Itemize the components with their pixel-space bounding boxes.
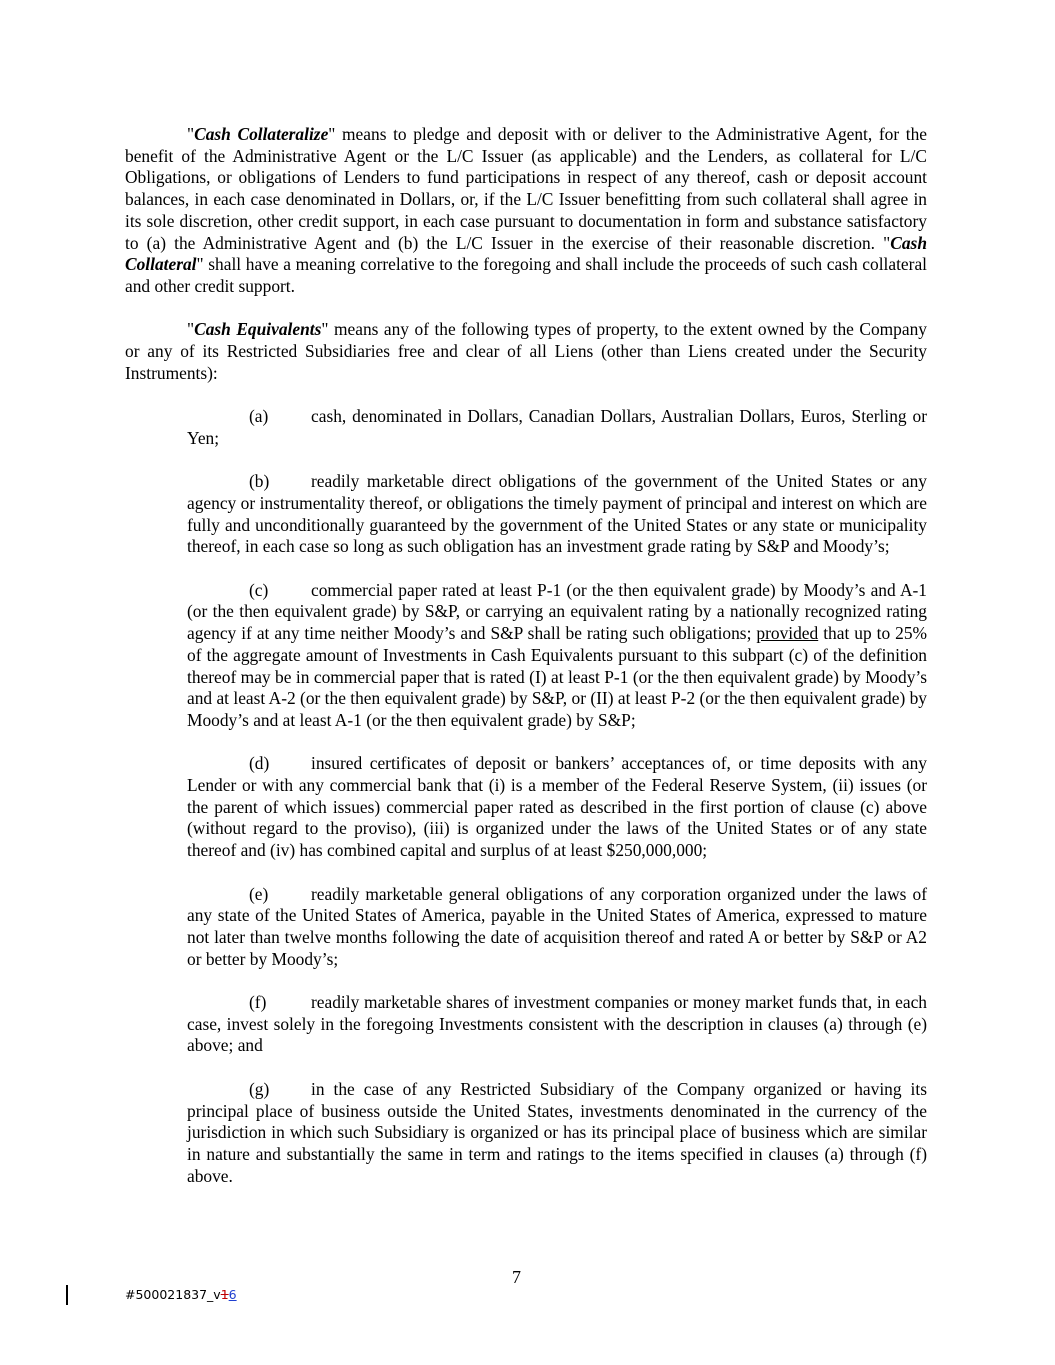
definition-text: shall have a meaning correlative to the foregoing and shall include the proceeds of such cash collateral and other credit support. [125, 254, 927, 296]
clause-text: that up to 25% of the aggregate amount of Investments in Cash Equivalents pursuant to this subpart (c) of the definition thereof may be in commercial paper that is rated (I) at least P-1 (or the then equivalent grade) by Moody’s and at least A-2 (or the then equivalent grade) by S&P, or (II) at least P-2 (or the then equivalent grade) by Moody’s and at least A-1 (or the then equivalent grade) by S&P; [187, 623, 927, 730]
definition-cash-equivalents: "Cash Equivalents" means any of the following types of property, to the extent owned by the Company or any of its Restricted Subsidiaries free and clear of all Liens (other than Liens created under the Security Instruments): [125, 319, 927, 383]
clause-label: (e) [249, 883, 269, 904]
clause-b [187, 471, 927, 558]
clause-a [187, 406, 927, 449]
clause-label: (c) [249, 579, 269, 600]
definition-text: means to pledge and deposit with or deliver to the Administrative Agent, for the benefit of the Administrative Agent or the L/C Issuer (as applicable) and the Lenders, as collateral for L/C Obligations, or obligations of Lenders to fund participations in respect of any thereof, cash or deposit account balances, in each case denominated in Dollars, or, if the L/C Issuer benefitting from such collateral shall agree in its sole discretion, other credit support, in each case pursuant to documentation in form and substance satisfactory to (a) the Administrative Agent and (b) the L/C Issuer in the exercise of their reasonable discretion. [125, 124, 928, 253]
clause-text: cash, denominated in Dollars, Canadian Dollars, Australian Dollars, Euros, Sterling or Yen; [187, 406, 927, 448]
defined-term: Cash Equivalents [194, 319, 322, 340]
clause-text: readily marketable general obligations of any corporation organized under the laws of any state of the United States of America, payable in the United States of America, expressed to mature not later than twelve months following the date of acquisition thereof and rated A or better by S&P or A2 or better by Moody’s; [187, 883, 927, 969]
clause-f [187, 992, 927, 1057]
defined-term: Cash Collateralize [194, 124, 329, 144]
document-body [125, 124, 927, 1209]
version-inserted: 6 [228, 1287, 237, 1302]
clause-label: (d) [249, 753, 270, 774]
clause-label: (f) [249, 992, 267, 1013]
clause-label: (b) [249, 471, 270, 492]
clause-d [187, 753, 927, 862]
clause-label: (g) [249, 1078, 270, 1099]
clause-text: readily marketable direct obligations of the government of the United States or any agency or instrumentality thereof, or obligations the timely payment of principal and interest on which are fully and unconditionally guaranteed by the government of the United States or any state or municipality thereof, in each case so long as such obligation has an investment grade rating by S&P and Moody’s; [187, 471, 927, 557]
page-number: 7 [512, 1267, 521, 1287]
clause-label: (a) [249, 406, 269, 427]
clause-g [187, 1079, 927, 1188]
version-deleted: 1 [220, 1287, 229, 1302]
clause-text: in the case of any Restricted Subsidiary of the Company organized or having its principal place of business outside the United States, investments denominated in the currency of the jurisdiction in which such Subsidiary is organized or has its principal place of business which are similar in nature and substantially the same in term and ratings to the items specified in clauses (a) through (f) above. [187, 1078, 927, 1186]
clause-text: insured certificates of deposit or bankers’ acceptances of, or time deposits with any Lender or with any commercial bank that (i) is a member of the Federal Reserve System, (ii) issues (or the parent of which issues) commercial paper rated as described in the first portion of clause (c) above (without regard to the proviso), (iii) is organized under the laws of the United States or of any state thereof and (iv) has combined capital and surplus of at least $250,000,000; [187, 753, 927, 861]
document-id-prefix: #500021837_v [125, 1287, 221, 1302]
definition-cash-collateralize: "Cash Collateralize" means to pledge and deposit with or deliver to the Administrative Agent, for the benefit of the Administrative Agent or the L/C Issuer (as applicable) and the Lenders, as collateral for L/C Obligations, or obligations of Lenders to fund participations in respect of any thereof, cash or deposit account balances, in each case denominated in Dollars, or, if the L/C Issuer benefitting from such collateral shall agree in its sole discretion, other credit support, in each case pursuant to documentation in form and substance satisfactory to (a) the Administrative Agent and (b) the L/C Issuer in the exercise of their reasonable discretion. "Cash Collateral" shall have a meaning correlative to the foregoing and shall include the proceeds of such cash collateral and other credit support. [125, 124, 928, 296]
clause-c [187, 580, 927, 732]
defined-term: Cash Collateral [125, 232, 927, 275]
clause-e [187, 884, 927, 971]
clause-text: readily marketable shares of investment companies or money market funds that, in each case, invest solely in the foregoing Investments consistent with the description in clauses (a) through (e) above; and [187, 992, 927, 1056]
revision-change-bar [66, 1285, 68, 1305]
clause-text: commercial paper rated at least P-1 (or the then equivalent grade) by Moody’s and A-1 (or the then equivalent grade) by S&P, or carrying an equivalent rating by a nationally recognized rating agency if at any time neither Moody’s and S&P shall be rating such obligations; [187, 579, 927, 644]
proviso-keyword: provided [756, 623, 819, 644]
definition-text: means any of the following types of property, to the extent owned by the Company or any of its Restricted Subsidiaries free and clear of all Liens (other than Liens created under the Security Instruments): [125, 319, 927, 383]
document-id [125, 1287, 237, 1302]
